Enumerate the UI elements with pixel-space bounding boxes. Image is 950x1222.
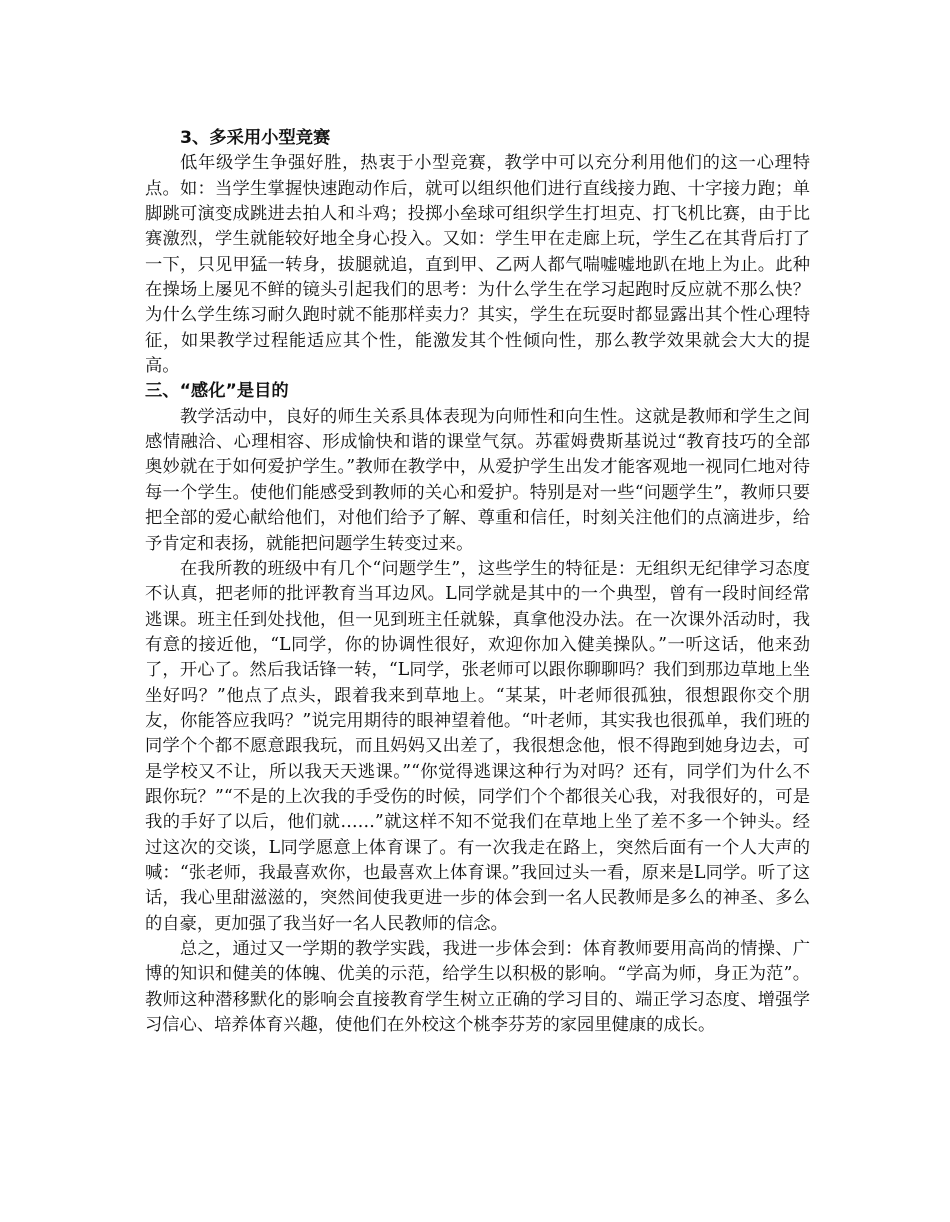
section-3-paragraph: 低年级学生争强好胜，热衷于小型竞赛，教学中可以充分利用他们的这一心理特点。如：当学生掌握快速跑动作后，就可以组织他们进行直线接力跑、十字接力跑；单脚跳可演变成跳进去拍人和斗鸡；投掷小垒球可组织学生打坦克、打飞机比赛，由于比赛激烈，学生就能较好地全身心投入。又如：学生甲在走廊上玩，学生乙在其背后打了一下，只见甲猛一转身，拔腿就追，直到甲、乙两人都气喘嘘嘘地趴在地上为止。此种在操场上屡见不鲜的镜头引起我们的思考：为什么学生在学习起跑时反应就不那么快？为什么学生练习耐久跑时就不能那样卖力？其实，学生在玩耍时都显露出其个性心理特征，如果教学过程能适应其个性，能激发其个性倾向性，那么教学效果就会大大的提高。: [145, 153, 810, 377]
section-3-heading: 3、多采用小型竞赛: [180, 128, 331, 148]
part-3-heading: 三、“感化”是目的: [145, 381, 289, 402]
document-body: [145, 126, 810, 1038]
paragraph-conclusion: 总之，通过又一学期的教学实践，我进一步体会到：体育教师要用高尚的情操、广博的知识和健美的体魄、优美的示范，给学生以积极的影响。“学高为师，身正为范”。教师这种潜移默化的影响会直接教育学生树立正确的学习目的、端正学习态度、增强学习信心、培养体育兴趣，使他们在外校这个桃李芬芳的家园里健康的成长。: [145, 939, 810, 1036]
paragraph-teacher-student-relationship: 教学活动中，良好的师生关系具体表现为向师性和向生性。这就是教师和学生之间感情融洽、心理相容、形成愉快和谐的课堂气氛。苏霍姆费斯基说过“教育技巧的全部奥妙就在于如何爱护学生。”教师在教学中，从爱护学生出发才能客观地一视同仁地对待每一个学生。使他们能感受到教师的关心和爱护。特别是对一些“问题学生”，教师只要把全部的爱心献给他们，对他们给予了解、尊重和信任，时刻关注他们的点滴进步，给予肯定和表扬，就能把问题学生转变过来。: [145, 406, 810, 554]
paragraph-problem-student-story: 在我所教的班级中有几个“问题学生”，这些学生的特征是：无组织无纪律学习态度不认真，把老师的批评教育当耳边风。L同学就是其中的一个典型，曾有一段时间经常逃课。班主任到处找他，但一见到班主任就躲，真拿他没办法。在一次课外活动时，我有意的接近他，“L同学，你的协调性很好，欢迎你加入健美操队。”一听这话，他来劲了，开心了。然后我话锋一转，“L同学，张老师可以跟你聊聊吗？我们到那边草地上坐坐好吗？”他点了点头，跟着我来到草地上。“某某，叶老师很孤独，很想跟你交个朋友，你能答应我吗？”说完用期待的眼神望着他。“叶老师，其实我也很孤单，我们班的同学个个都不愿意跟我玩，而且妈妈又出差了，我很想念他，恨不得跑到她身边去，可是学校又不让，所以我天天逃课。”“你觉得逃课这种行为对吗？还有，同学们为什么不跟你玩？”“不是的上次我的手受伤的时候，同学们个个都很关心我，对我很好的，可是我的手好了以后，他们就……”就这样不知不觉我们在草地上坐了差不多一个钟头。经过这次的交谈，L同学愿意上体育课了。有一次我走在路上，突然后面有一个人大声的喊：“张老师，我最喜欢你，也最喜欢上体育课。”我回过头一看，原来是L同学。听了这话，我心里甜滋滋的，突然间使我更进一步的体会到一名人民教师是多么的神圣、多么的自豪，更加强了我当好一名人民教师的信念。: [145, 558, 810, 934]
